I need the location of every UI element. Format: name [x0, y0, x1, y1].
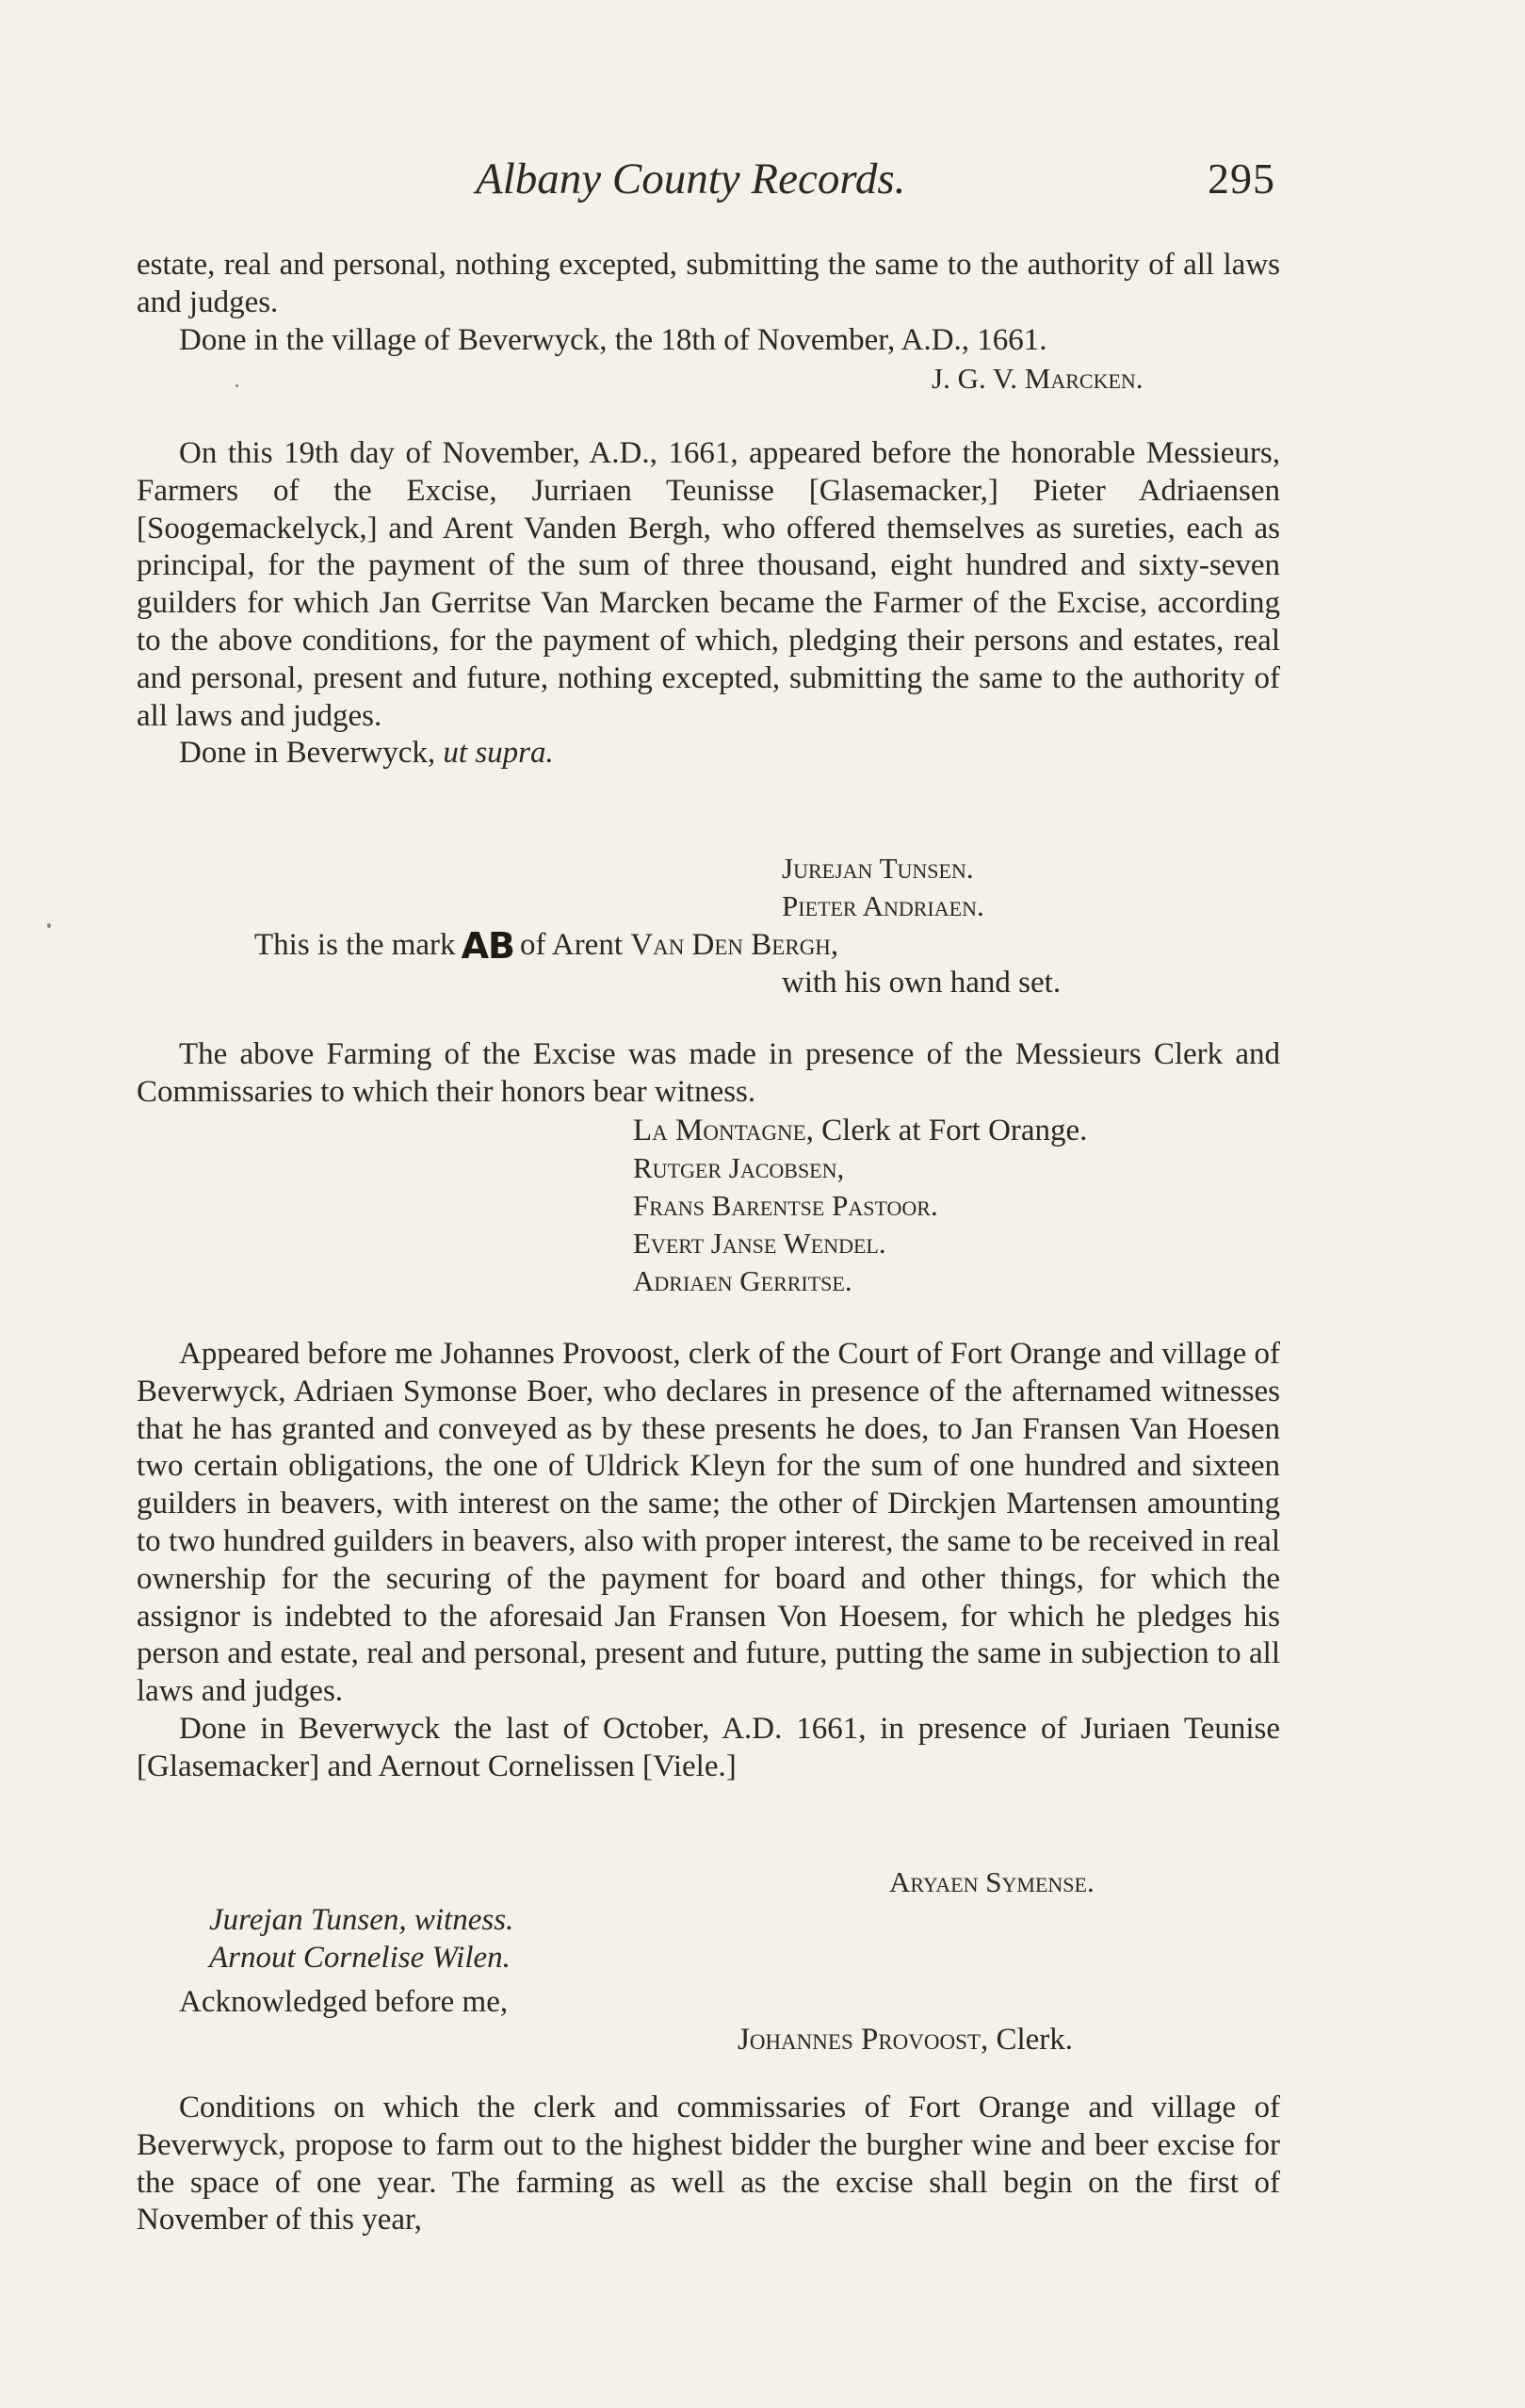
- paragraph-conditions: [137, 2090, 1280, 2239]
- paragraph-text: Conditions on which the clerk and commissaries of Fort Orange and village of Beverwyck, propose to farm out to the highest bidder the burgher wine and beer excise for the space of one year. The farming as well as the excise shall begin on the first of November of this year,: [137, 2091, 1280, 2237]
- signature-jacobsen: Rutger Jacobsen,: [633, 1151, 845, 1184]
- done-line: Done in the village of Beverwyck, the 18th of November, A.D., 1661.: [179, 322, 1047, 357]
- paragraph-text: estate, real and personal, nothing excepted, submitting the same to the authority of all laws and judges.: [137, 248, 1280, 319]
- witness-tunsen: [209, 1901, 513, 1939]
- paragraph-estate: [137, 247, 1280, 359]
- acknowledged-line: Acknowledged before me,: [179, 1985, 509, 2019]
- paper-speck: [235, 384, 238, 387]
- signature-tunsen: Jurejan Tunsen.: [782, 852, 974, 885]
- ab-mark-glyph: AB: [461, 925, 514, 967]
- signature-wendel: Evert Janse Wendel.: [633, 1227, 886, 1260]
- done-line-ut-supra: [137, 735, 1280, 773]
- paragraph-sureties: [137, 435, 1280, 773]
- signature-marcken: J. G. V. Marcken.: [932, 362, 1144, 395]
- witness-role: witness.: [414, 1903, 514, 1937]
- signature-andriaen: Pieter Andriaen.: [782, 889, 984, 922]
- sig-role: Clerk at Fort Orange.: [821, 1114, 1088, 1147]
- signature-provoost: [738, 2021, 1073, 2058]
- signature-pastoor: Frans Barentse Pastoor.: [633, 1189, 938, 1222]
- paragraph-text: The above Farming of the Excise was made in presence of the Messieurs Clerk and Commissaries to which their honors bear witness.: [137, 1037, 1280, 1109]
- signature-symense: Aryaen Symense.: [889, 1865, 1095, 1898]
- sig-role: Clerk.: [996, 2023, 1074, 2057]
- paper-speck: [47, 923, 51, 928]
- paragraph-text: Appeared before me Johannes Provoost, clerk of the Court of Fort Orange and village of Beverwyck, Adriaen Symonse Boer, who declares in presence of the afternamed witnesses that he has granted and conveyed as by these presents he does, to Jan Fransen Van Hoesen two certain obligations, the one of Uldrick Kleyn for the sum of one hundred and sixteen guilders in beavers, with interest on the same; the other of Dirckjen Martensen amounting to two hundred guilders in beavers, also with proper interest, the same to be received in real ownership for the securing of the payment for board and other things, for which the assignor is indebted to the aforesaid Jan Fransen Von Hoesem, for which he pledges his person and estate, real and personal, present and future, putting the same in subjection to all laws and judges.: [137, 1337, 1280, 1709]
- mark-name: Van Den Bergh,: [630, 928, 839, 962]
- mark-suffix: with his own hand set.: [782, 966, 1062, 1000]
- sig-name: La Montagne,: [633, 1114, 814, 1147]
- running-header-title: Albany County Records.: [476, 155, 906, 203]
- done-line: Done in Beverwyck the last of October, A.D. 1661, in presence of Juriaen Teunise [Glasemacker] and Aernout Cornelissen [Viele.]: [137, 1711, 1280, 1783]
- page-number: 295: [1208, 155, 1275, 203]
- mark-of: of Arent: [519, 928, 623, 962]
- witness-wilen: Arnout Cornelise Wilen.: [209, 1941, 511, 1975]
- witness-name: Jurejan Tunsen,: [209, 1903, 407, 1937]
- paragraph-text: On this 19th day of November, A.D., 1661, appeared before the honorable Messieurs, Farmers of the Excise, Jurriaen Teunisse [Glasemacker,] Pieter Adriaensen [Soogemackelyck,] and Arent Vanden Bergh, who offered themselves as sureties, each as principal, for the payment of the sum of three thousand, eight hundred and sixty-seven guilders for which Jan Gerritse Van Marcken became the Farmer of the Excise, according to the above conditions, for the payment of which, pledging their persons and estates, real and personal, present and future, nothing excepted, submitting the same to the authority of all laws and judges.: [137, 436, 1280, 733]
- signature-gerritse: Adriaen Gerritse.: [633, 1264, 852, 1297]
- done-italic: ut supra.: [443, 736, 554, 771]
- paragraph-farming: [137, 1036, 1280, 1112]
- done-prefix: Done in Beverwyck,: [179, 736, 436, 771]
- mark-line: [254, 926, 838, 965]
- sig-name: Johannes Provoost,: [738, 2023, 989, 2057]
- mark-prefix: This is the mark: [254, 928, 456, 962]
- signature-la-montagne: [633, 1112, 1087, 1149]
- paragraph-conveyance: [137, 1336, 1280, 1786]
